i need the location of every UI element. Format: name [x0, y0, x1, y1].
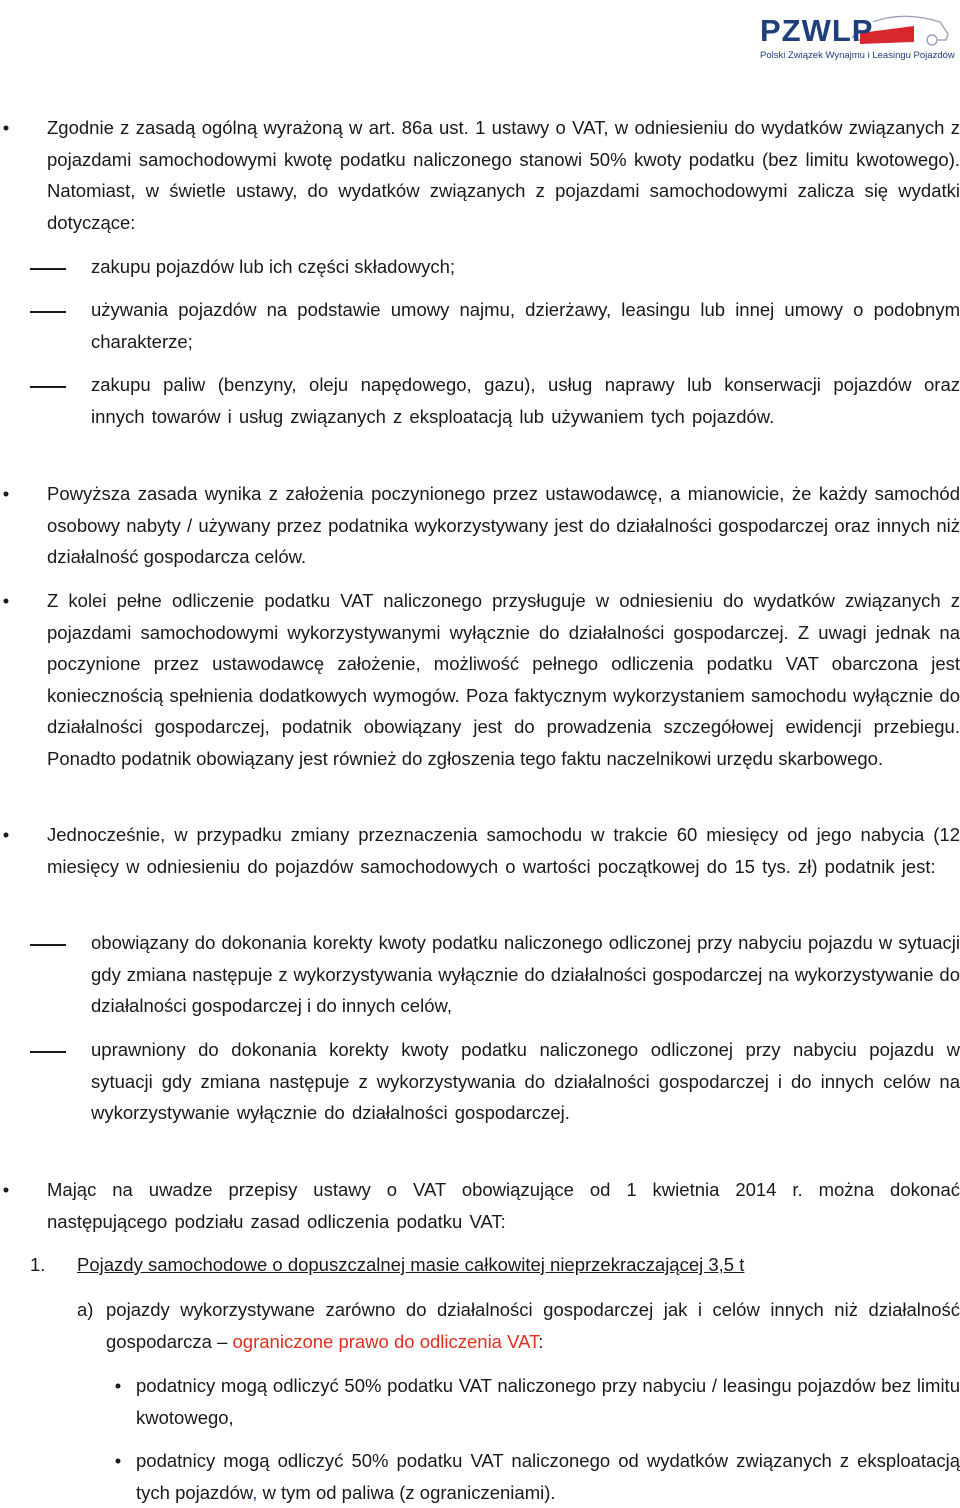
paragraph-division: Mając na uwadze przepisy ustawy o VAT obowiązujące od 1 kwietnia 2014 r. można dokonać następującego podziału zasad odliczenia podatku VAT: [47, 1179, 960, 1232]
item-text: w tym od paliwa (z ograniczeniami). [257, 1481, 556, 1503]
list-item: zakupu paliw (benzyny, oleju napędowego, gazu), usług naprawy lub konserwacji pojazdów oraz innych towarów i usług związanych z eksploatacją lub używaniem tych pojazdów. [91, 374, 960, 427]
bullet-icon: • [2, 824, 10, 845]
item-text: : [538, 1330, 544, 1352]
dash-icon [30, 1051, 66, 1053]
logo-name: PZWLP [760, 13, 874, 48]
dash-icon [30, 386, 66, 388]
item-text: pojazdy wykorzystywane zarówno do działalności gospodarczej jak i celów innych niż działalność gospodarcza – [106, 1299, 960, 1352]
logo-subtitle: Polski Związek Wynajmu i Leasingu Pojazdów [760, 50, 955, 61]
list-item: używania pojazdów na podstawie umowy najmu, dzierżawy, leasingu lub innej umowy o podobnym charakterze; [91, 299, 960, 352]
list-number: 1. [30, 1254, 46, 1275]
dash-icon [30, 311, 66, 313]
dash-icon [30, 944, 66, 946]
list-item [136, 1445, 960, 1508]
paragraph-change-of-purpose: Jednocześnie, w przypadku zmiany przeznaczenia samochodu w trakcie 60 miesięcy od jego nabycia (12 miesięcy w odniesieniu do pojazdów samochodowych o wartości początkowej do 15 tys. zł) podatnik jest: [47, 824, 960, 877]
item-text: , [252, 1481, 258, 1503]
highlight-limited-deduction: ograniczone prawo do odliczenia VAT [232, 1330, 539, 1352]
bullet-icon: • [114, 1450, 122, 1471]
list-item [106, 1294, 960, 1357]
paragraph-full-deduction: Z kolei pełne odliczenie podatku VAT naliczonego przysługuje w odniesieniu do wydatków związanych z pojazdami samochodowymi wykorzystywanymi wyłącznie do działalności gospodarczej. Z uwagi jednak na poczynione przez ustawodawcę założenie, możliwość pełnego odliczenia podatku VAT obarczona jest koniecznością spełnienia dodatkowych wymogów. Poza faktycznym wykorzystaniem samochodu wyłącznie do działalności gospodarczej, podatnik obowiązany jest do prowadzenia szczegółowej ewidencji przebiegu. Ponadto podatnik obowiązany jest również do zgłoszenia tego faktu naczelnikowi urzędu skarbowego. [47, 590, 960, 769]
bullet-icon: • [2, 590, 10, 611]
list-item: zakupu pojazdów lub ich części składowych; [91, 256, 456, 277]
paragraph-part: Natomiast, w świetle ustawy, do wydatków związanych z pojazdami samochodowymi zalicza się wydatki dotyczące: [47, 180, 960, 233]
list-item: obowiązany do dokonania korekty kwoty podatku naliczonego odliczonej przy nabyciu pojazdu w sytuacji gdy zmiana następuje z wykorzystywania wyłącznie do działalności gospodarczej na wykorzystywanie do działalności gospodarczej i do innych celów, [91, 932, 960, 1016]
section-heading: Pojazdy samochodowe o dopuszczalnej masie całkowitej nieprzekraczającej 3,5 t [77, 1254, 745, 1275]
list-item: podatnicy mogą odliczyć 50% podatku VAT naliczonego przy nabyciu / leasingu pojazdów bez limitu kwotowego, [136, 1375, 960, 1428]
item-text: podatnicy mogą odliczyć 50% podatku VAT naliczonego od wydatków związanych z eksploatacją tych pojazdów [136, 1450, 960, 1503]
list-letter: a) [77, 1299, 94, 1320]
bullet-icon: • [2, 1179, 10, 1200]
paragraph-vat-rule [47, 112, 960, 238]
bullet-icon: • [2, 483, 10, 504]
list-item: uprawniony do dokonania korekty kwoty podatku naliczonego odliczonej przy nabyciu pojazdu w sytuacji gdy zmiana następuje z wykorzystywania do działalności gospodarczej i do innych celów na wykorzystywanie wyłącznie do działalności gospodarczej. [91, 1039, 960, 1123]
bullet-icon: • [114, 1375, 122, 1396]
dash-icon [30, 268, 66, 270]
pzwlp-logo [748, 6, 954, 68]
bullet-icon: • [2, 117, 10, 138]
paragraph-part: Zgodnie z zasadą ogólną wyrażoną w art. 86a ust. 1 ustawy o VAT, w odniesieniu do wydatków związanych z pojazdami samochodowymi kwotę podatku naliczonego stanowi 50% kwoty podatku (bez limitu kwotowego). [47, 117, 960, 170]
paragraph-assumption: Powyższa zasada wynika z założenia poczynionego przez ustawodawcę, a mianowicie, że każdy samochód osobowy nabyty / używany przez podatnika wykorzystywany jest do działalności gospodarczej oraz innych niż działalność gospodarcza celów. [47, 483, 960, 567]
